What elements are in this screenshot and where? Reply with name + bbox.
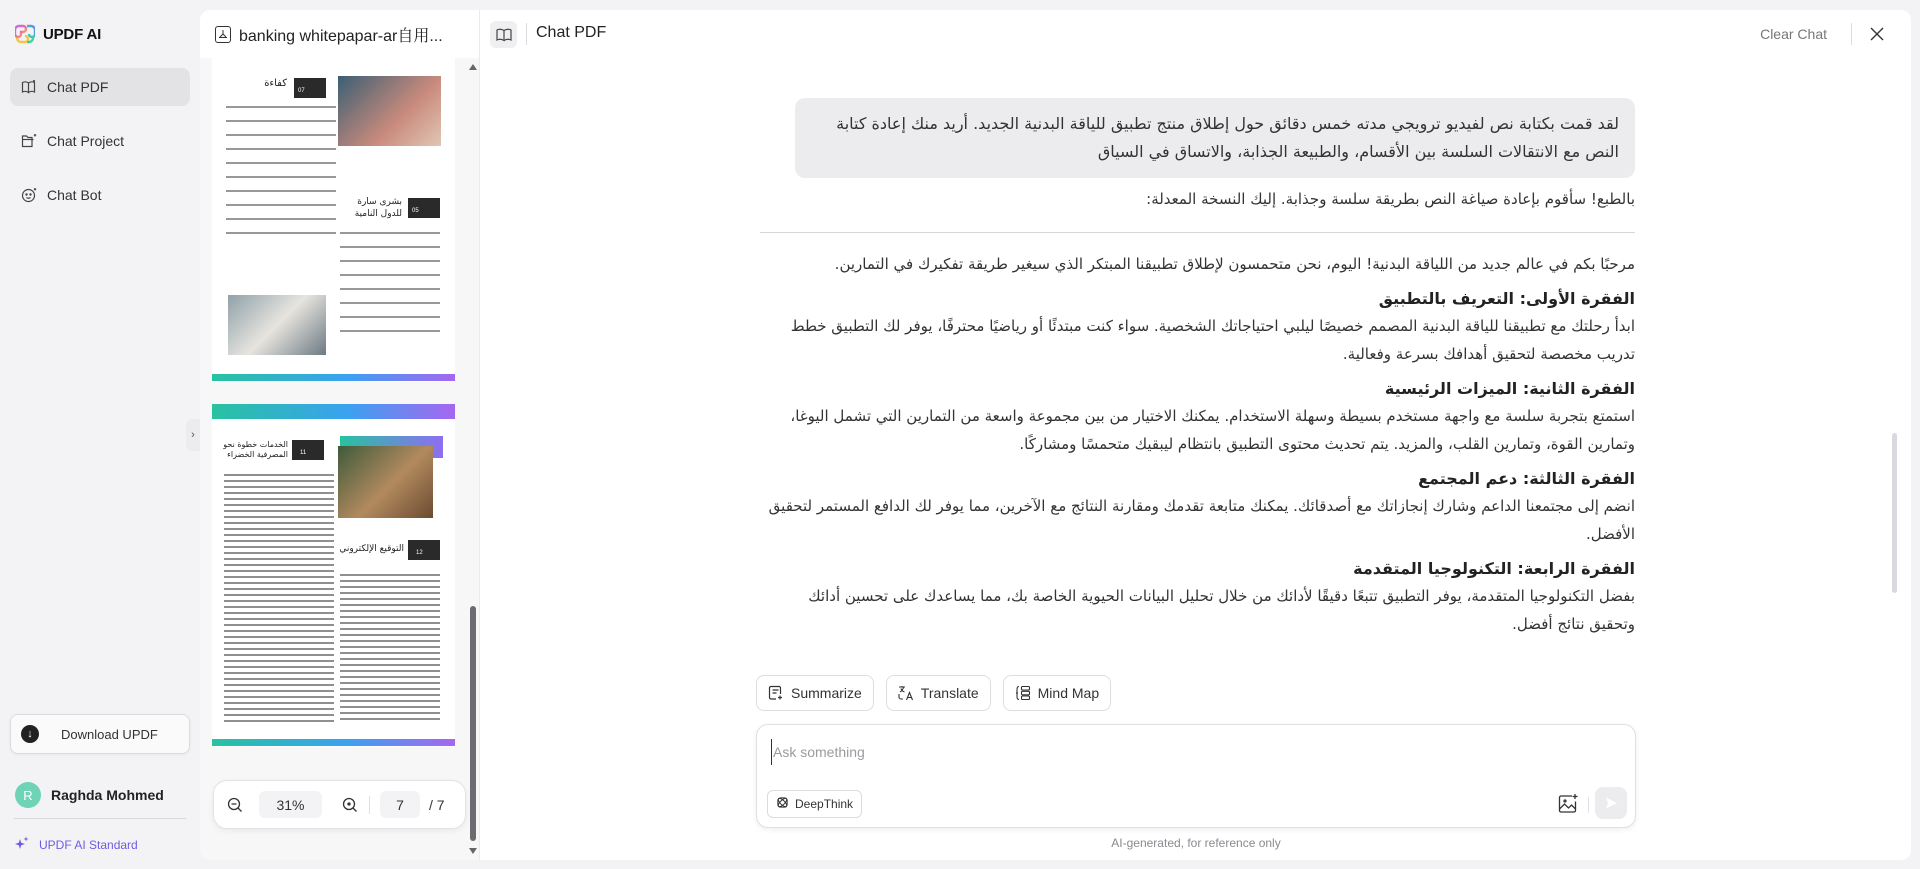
collapse-panel-button[interactable] [186,419,200,451]
ask-input[interactable] [771,739,1611,765]
pdf-file-icon [215,26,231,43]
divider [1588,797,1589,813]
page-photo [338,446,433,518]
upload-image-button[interactable] [1557,793,1579,815]
page-text-block [226,106,336,234]
sidebar-item-label: Chat PDF [47,79,109,95]
section-body: ابدأ رحلتك مع تطبيقنا للياقة البدنية المصمم خصيصًا ليلبي احتياجاتك الشخصية. سواء كنت مبتدئًا أو رياضيًا محترفًا، يوفر لك التطبيق خطط تدريب مخصصة لتحقيق أهدافك بسرعة وفعالية. [790,317,1635,363]
translate-label: Translate [920,685,979,701]
plan-link[interactable] [15,836,138,853]
zoom-toolbar [213,780,466,829]
composer [756,724,1636,828]
page-photo [338,76,441,146]
section-title: الخدمات خطوة نحو المصرفية الخضراء [223,440,288,459]
divider [526,23,527,45]
image-add-icon [1557,793,1579,815]
sidebar-item-label: Chat Project [47,133,125,149]
divider [14,818,186,819]
send-icon [1604,796,1618,810]
divider [1851,23,1852,45]
sidebar-nav [10,68,190,230]
page-footer-bar [212,374,455,381]
chat-title: Chat PDF [536,24,607,41]
sidebar-item-chat-project[interactable] [10,122,190,160]
user-name: Raghda Mohmed [51,787,164,803]
zoom-out-icon [227,797,243,813]
sidebar-item-label: Chat Bot [47,187,102,203]
section-body: انضم إلى مجتمعنا الداعم وشارك إنجازاتك مع أصدقائك. يمكنك متابعة تقدمك ومقارنة النتائج مع الآخرين، مما يوفر لك الدافع المستمر لتحقيق الأفضل. [768,497,1635,543]
close-icon [1870,27,1884,41]
ai-intro-text: بالطبع! سأقوم بإعادة صياغة النص بطريقة سلسة وجذابة. إليك النسخة المعدلة: [1146,190,1635,208]
brand [15,24,101,44]
page-number-input[interactable]: 7 [380,791,420,818]
pdf-scrollbar[interactable] [467,58,479,858]
zoom-level[interactable]: 31% [259,791,322,818]
page-header-bar [212,404,455,419]
pdf-page-thumbnail[interactable] [212,58,455,382]
user-message: لقد قمت بكتابة نص لفيديو ترويجي مدته خمس دقائق حول إطلاق منتج تطبيق للياقة البدنية الجديد. أريد منك إعادة كتابة النص مع الانتقالات السلسة بين الأقسام، والطبيعة الجذابة، والاتساق في السياق [795,98,1635,178]
send-button[interactable] [1595,787,1627,819]
zoom-in-icon [342,797,358,813]
divider [760,232,1635,233]
translate-button[interactable] [886,675,991,711]
section-body: بفضل التكنولوجيا المتقدمة، يوفر التطبيق تتبعًا دقيقًا لأدائك من خلال تحليل البيانات الحيوية الخاصة بك، مما يساعدك على تحسين أدائك وتحقيق نتائج أفضل. [808,587,1635,633]
section-heading: الفقرة الثانية: الميزات الرئيسية [1384,379,1635,398]
section-body: استمتع بتجربة سلسة مع واجهة مستخدم بسيطة وسهلة الاستخدام. يمكنك الاختيار من بين مجموعة واسعة من التمارين التي تشمل اليوغا، وتمارين القوة، وتمارين القلب، والمزيد. يتم تحديث محتوى التطبيق بانتظام ليبقيك متحمسًا ومشاركًا. [790,407,1635,453]
section-title: بشرى سارة للدول النامية [354,197,402,219]
download-icon: ↓ [21,725,39,743]
folder-sparkle-icon [21,133,37,149]
page-text-block [224,474,334,724]
scroll-down-arrow-icon[interactable] [469,848,477,854]
download-label: Download UPDF [61,726,158,742]
book-sparkle-icon [21,79,37,95]
mind-map-button[interactable] [1003,675,1111,711]
sparkle-icon [15,836,29,853]
atom-icon [776,796,789,812]
message-list[interactable] [760,58,1635,668]
summarize-icon [768,685,784,701]
mind-map-label: Mind Map [1037,685,1100,701]
chat-panel [479,10,1911,860]
page-photo [228,295,326,355]
page-footer-bar [212,739,455,746]
deepthink-toggle[interactable] [767,790,862,818]
section-heading: الفقرة الأولى: التعريف بالتطبيق [1378,289,1635,308]
download-updf-button[interactable] [10,714,190,754]
summarize-label: Summarize [791,685,862,701]
section-heading: الفقرة الرابعة: التكنولوجيا المتقدمة [1353,559,1635,578]
zoom-out-button[interactable] [224,794,246,816]
divider [369,796,370,814]
section-number-box: 11 [292,440,324,460]
user-profile[interactable] [15,782,164,808]
sidebar [0,0,200,869]
scrollbar-thumb[interactable] [470,606,476,841]
close-button[interactable] [1867,24,1887,44]
mind-map-icon [1015,685,1031,701]
section-number-box: 12 [408,540,440,560]
page-text-block [340,232,440,344]
page-total: / 7 [429,796,445,813]
pdf-file-title: banking whitepapar-ar自用... [239,27,443,45]
book-icon [496,28,512,42]
section-number-box: 05 [408,198,440,218]
sidebar-item-chat-bot[interactable] [10,176,190,214]
section-number-box: 07 [294,78,326,98]
chevron-right-icon: › [191,429,195,441]
ai-response [760,250,1635,646]
ai-disclaimer: AI-generated, for reference only [1111,836,1281,850]
page-text-block [340,574,440,724]
section-title: التوقيع الإلكتروني [339,544,404,554]
pdf-header [200,10,479,58]
plan-label: UPDF AI Standard [39,837,138,852]
zoom-in-button[interactable] [339,794,361,816]
app-name: UPDF AI [43,25,102,43]
ai-opening-paragraph: مرحبًا بكم في عالم جديد من اللياقة البدنية! اليوم، نحن متحمسون لإطلاق تطبيقنا المبتكر الذي سيغير طريقة تفكيرك في التمارين. [834,255,1635,273]
translate-icon [898,685,914,701]
section-heading: الفقرة الثالثة: دعم المجتمع [1418,469,1635,488]
pdf-page-thumbnail[interactable] [212,404,455,747]
bot-face-icon [21,187,37,203]
pdf-pages[interactable] [212,58,455,858]
section-title: كفاءة [264,78,287,89]
updf-logo-icon [15,24,35,44]
avatar: R [15,782,41,808]
sidebar-item-chat-pdf[interactable] [10,68,190,106]
quick-actions [756,675,1111,711]
clear-chat-button[interactable]: Clear Chat [1760,26,1827,42]
deepthink-label: DeepThink [795,797,854,811]
chat-header [480,10,1911,58]
chat-scrollbar-thumb[interactable] [1892,433,1897,593]
scroll-up-arrow-icon[interactable] [469,64,477,70]
pdf-preview-panel [200,10,479,860]
toggle-pdf-preview-button[interactable] [490,21,517,48]
summarize-button[interactable] [756,675,874,711]
